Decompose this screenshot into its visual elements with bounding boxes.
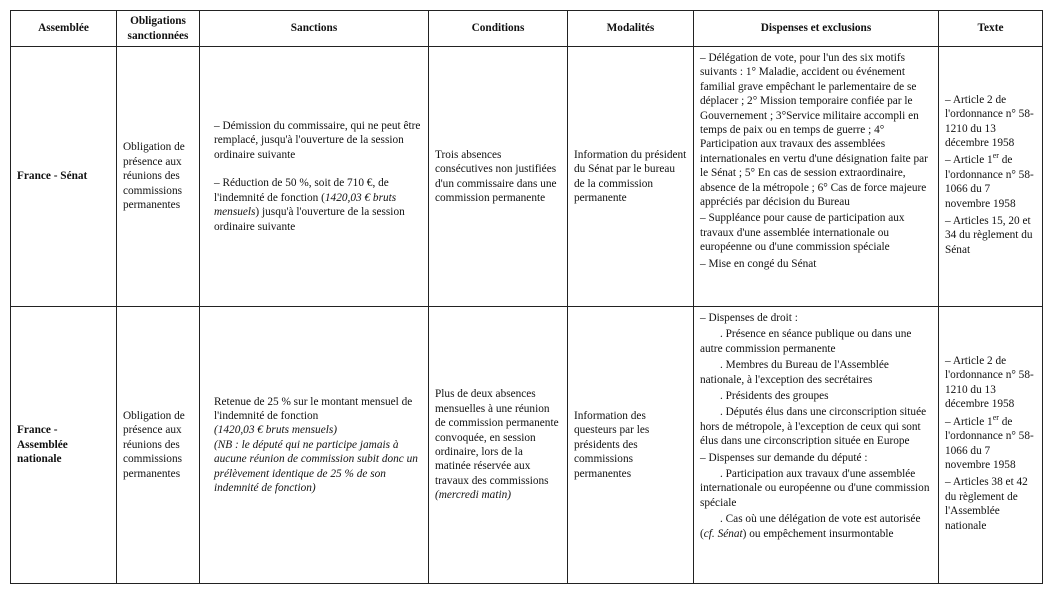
header-obligations: Obligations sanctionnées xyxy=(117,11,200,47)
text-segment: – Article 1 xyxy=(945,415,993,428)
table-row-senat xyxy=(11,47,1043,307)
sanction-text: Retenue de 25 % sur le montant mensuel de l'indemnité de fonction xyxy=(214,395,413,422)
sanction-note xyxy=(214,438,422,496)
sanctions-cell xyxy=(200,307,429,584)
dispense-text: . Présence en séance publique ou dans une autre commission permanente xyxy=(700,328,912,355)
dispenses-cell xyxy=(694,47,939,307)
text-segment-italic: (mercredi matin) xyxy=(435,489,512,502)
dispense-text: – Délégation de vote, pour l'un des six motifs suivants : 1° Maladie, accident ou événement familial grave empêchant le parlementaire de se déplacer ; 2° Mission temporaire confiée par le Gouvernement ; 3°Service militaire accompli en temps de paix ou en temps de guerre ; 4° Participation aux travaux des assemblées internationales en vertu d'une désignation faite par le Sénat ; 5° En cas de session extraordinaire, absence de la métropole ; 6° Cas de force majeure appréciés par décision du Bureau xyxy=(700,52,928,209)
modalites-cell: Information du président du Sénat par le bureau de la commission permanente xyxy=(568,47,694,307)
text-segment: – Réduction de 50 %, soit de 710 €, de l'indemnité de fonction ( xyxy=(214,177,389,204)
text-segment: de l'ordonnance n° 58-1066 du 7 novembre 1958 xyxy=(945,154,1034,210)
texte-cell xyxy=(939,47,1043,307)
text-segment: de l'ordonnance n° 58-1066 du 7 novembre 1958 xyxy=(945,415,1034,471)
superscript: er xyxy=(992,151,999,161)
dispense-heading: – Dispenses sur demande du député : xyxy=(700,451,868,464)
table-row-assemblee-nationale xyxy=(11,307,1043,584)
assembly-cell: France - Sénat xyxy=(11,47,117,307)
text-segment-italic: (1420,03 € bruts mensuels) xyxy=(214,424,338,437)
header-dispenses: Dispenses et exclusions xyxy=(694,11,939,47)
dispense-text: – Suppléance pour cause de participation aux travaux d'une assemblée internationale ou européenne ou d'une commission spéciale xyxy=(700,212,905,254)
obligation-cell: Obligation de présence aux réunions des commissions permanentes xyxy=(117,307,200,584)
texte-item xyxy=(945,153,1036,211)
dispense-text xyxy=(700,512,932,541)
conditions-cell xyxy=(429,307,568,584)
text-segment: . Cas où une délégation de vote est autorisée ( xyxy=(700,513,921,540)
texte-item: – Articles 38 et 42 du règlement de l'Assemblée nationale xyxy=(945,476,1028,532)
header-modalites: Modalités xyxy=(568,11,694,47)
sanction-text: – Démission du commissaire, qui ne peut être remplacé, jusqu'à l'ouverture de la session ordinaire suivante xyxy=(214,120,421,161)
dispense-text: . Membres du Bureau de l'Assemblée nationale, à l'exception des secrétaires xyxy=(700,359,889,386)
text-segment: ) ou empêchement insurmontable xyxy=(742,527,894,540)
sanctions-cell xyxy=(200,47,429,307)
text-segment: – Article 1 xyxy=(945,154,993,167)
dispense-text: . Députés élus dans une circonscription située hors de métropole, à l'exception de ceux qui sont élus dans une circonscription située en Europe xyxy=(700,406,927,448)
header-texte: Texte xyxy=(939,11,1043,47)
texte-cell xyxy=(939,307,1043,584)
header-sanctions: Sanctions xyxy=(200,11,429,47)
texte-item: – Articles 15, 20 et 34 du règlement du Sénat xyxy=(945,215,1033,256)
obligation-cell: Obligation de présence aux réunions des commissions permanentes xyxy=(117,47,200,307)
text-segment: ) jusqu'à l'ouverture de la session ordinaire suivante xyxy=(214,206,405,233)
modalites-cell: Information des questeurs par les présidents des commissions permanentes xyxy=(568,307,694,584)
condition-text: Plus de deux absences mensuelles à une réunion de commission permanente convoquée, en session ordinaire, lors de la matinée réservée aux travaux des commissions xyxy=(435,388,559,487)
dispense-text: . Présidents des groupes xyxy=(720,390,829,403)
conditions-cell: Trois absences consécutives non justifiées d'un commissaire dans une commission permanente xyxy=(429,47,568,307)
text-segment-italic: 1420,03 € bruts mensuels xyxy=(214,191,397,219)
dispense-text: . Participation aux travaux d'une assemblée internationale ou européenne ou d'une commission spéciale xyxy=(700,468,930,509)
header-conditions: Conditions xyxy=(429,11,568,47)
dispense-text: – Mise en congé du Sénat xyxy=(700,257,817,270)
texte-item xyxy=(945,412,1036,473)
texte-item: – Article 2 de l'ordonnance n° 58-1210 du 13 décembre 1958 xyxy=(945,355,1034,411)
text-segment-italic: (NB : le député qui ne participe jamais à aucune réunion de commission subit donc un prélèvement identique de 25 % de son indemnité de fonction) xyxy=(214,438,418,495)
dispense-heading: – Dispenses de droit : xyxy=(700,312,798,324)
superscript: er xyxy=(992,412,999,422)
text-segment-italic: cf. Sénat xyxy=(703,527,743,540)
texte-item: – Article 2 de l'ordonnance n° 58-1210 du 13 décembre 1958 xyxy=(945,93,1034,149)
condition-text xyxy=(435,488,561,502)
assembly-cell: France - Assemblée nationale xyxy=(11,307,117,584)
comparison-table xyxy=(10,10,1043,584)
sanction-text xyxy=(214,423,422,437)
sanction-text xyxy=(214,176,422,234)
dispenses-cell xyxy=(694,307,939,584)
header-row xyxy=(11,11,1043,47)
header-assemblee: Assemblée xyxy=(11,11,117,47)
